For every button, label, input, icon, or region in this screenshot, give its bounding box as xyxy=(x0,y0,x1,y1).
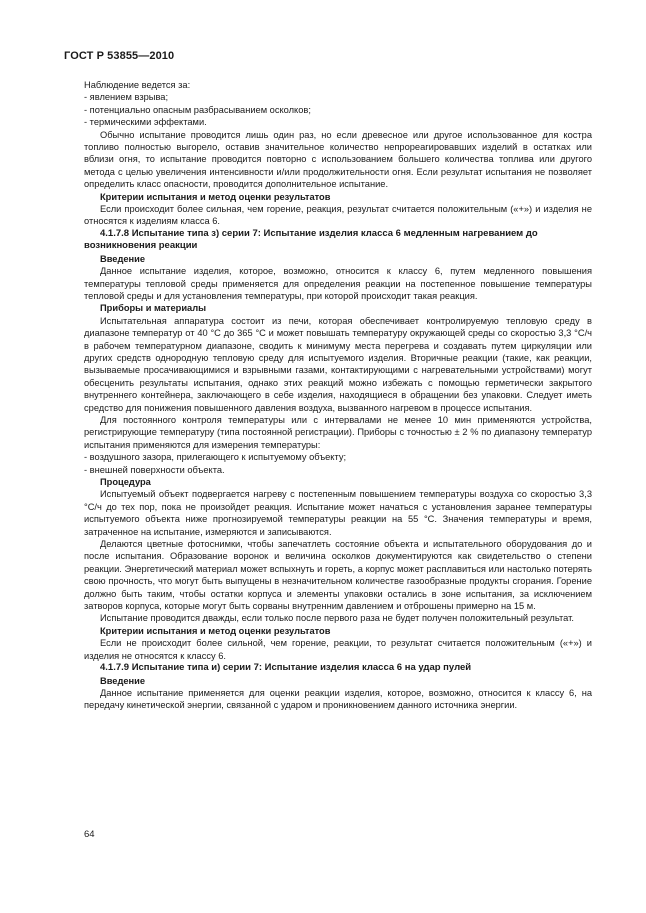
paragraph: Если происходит более сильная, чем горение, реакция, результат считается положительным («+») и изделия не относятся к изделиям класса 6. xyxy=(84,204,592,227)
list-item: - явлением взрыва; xyxy=(84,92,169,103)
document-header: ГОСТ Р 53855—2010 xyxy=(64,50,175,62)
paragraph: Испытуемый объект подвергается нагреву с постепенным повышением температуры воздуха со скоростью 3,3 °С/ч до тех пор, пока не произойдет реакция. Испытание может начаться с установления заранее температуры испытуемого объекта ниже прогнозируемой температуры реакции на 55 °С. Значения температуры и время, затраченное на испытание, измеряются и записываются. xyxy=(84,489,592,537)
section-heading: 4.1.7.9 Испытание типа и) серии 7: Испытание изделия класса 6 на удар пулей xyxy=(100,662,472,674)
section-heading: Критерии испытания и метод оценки результатов xyxy=(100,625,331,636)
list-item: - внешней поверхности объекта. xyxy=(84,464,225,475)
section-heading: 4.1.7.8 Испытание типа з) серии 7: Испытание изделия класса 6 медленным нагреванием до возникновения реакции xyxy=(84,227,538,252)
paragraph: Данное испытание применяется для оценки реакции изделия, которое, возможно, относится к классу 6, на передачу кинетической энергии, связанной с ударом и проникновением данного источника энергии. xyxy=(84,687,592,711)
paragraph: Испытательная аппаратура состоит из печи, которая обеспечивает контролируемую тепловую среду в диапазоне температур от 40 °С до 365 °С и может повышать температуру окружающей среды со скоростью 3,3 °С/ч в рабочем температурном диапазоне, сводить к минимуму места перегрева и создавать путем циркуляции или других средств однородную тепловую среду для испытуемого изделия. Вторичные реакции (такие, как реакции, вызываемые просачивающимися и взрывными газами, контактирующими с нагревательными устройствами) могут обесценить результаты испытания, однако этих реакций можно избежать с помощью герметически закрытого внутреннего контейнера, заключающего в себе изделия, находящиеся в обращении без упаковки. Следует иметь средство для понижения повышенного давления воздуха, вызванного нагревом в процессе испытания. xyxy=(84,315,592,413)
paragraph: Наблюдение ведется за: xyxy=(84,80,191,90)
section-heading: Критерии испытания и метод оценки результатов xyxy=(100,191,331,202)
section-heading: Введение xyxy=(100,253,146,264)
paragraph: Делаются цветные фотоснимки, чтобы запечатлеть состояние объекта и испытательного оборудования до и после испытания. Образование воронок и величина осколков документируются как свидетельство о степени реакции. Энергетический материал может вспыхнуть и гореть, а корпус может расплавиться или настолько потерять свою прочность, что могут быть выпущены в незначительном количестве газообразные продукты сгорания. Горение должно быть таким, чтобы остатки корпуса и элементы упаковки остались в зоне испытания, за исключением затворов корпуса, которые могут быть сорваны внутренним давлением и отброшены примерно на 15 м. xyxy=(84,539,592,612)
list-item: - воздушного зазора, прилегающего к испытуемому объекту; xyxy=(84,452,347,463)
page-body xyxy=(84,79,592,712)
paragraph: Обычно испытание проводится лишь один раз, но если древесное или другое использованное для костра топливо полностью выгорело, оставив значительное количество непрореагировавших изделий в остатках или вблизи огня, то испытание проводится повторно с использованием большего количества топлива или другого метода с целью увеличения интенсивности и/или продолжительности огня. Если результат испытания не позволяет определить класс опасности, проводится дополнительное испытание. xyxy=(84,129,592,190)
list-item: - термическими эффектами. xyxy=(84,117,207,128)
paragraph: Для постоянного контроля температуры или с интервалами не менее 10 мин применяются устройства, регистрирующие температуру (типа постоянной регистрации). Приборы с точностью ± 2 % по диапазону температур испытания применяются для измерения температуры: xyxy=(84,414,592,450)
list-item: - потенциально опасным разбрасыванием осколков; xyxy=(84,104,311,115)
section-heading: Введение xyxy=(100,675,146,686)
section-heading: Процедура xyxy=(100,477,151,487)
page-number: 64 xyxy=(84,829,95,840)
section-heading: Приборы и материалы xyxy=(100,303,207,314)
paragraph: Если не происходит более сильной, чем горение, реакции, то результат считается положительным («+») и изделия не относятся к классу 6. xyxy=(84,638,592,661)
paragraph: Испытание проводится дважды, если только после первого раза не будет получен положительный результат. xyxy=(100,613,574,624)
paragraph: Данное испытание изделия, которое, возможно, относится к классу 6, путем медленного повышения температуры тепловой среды применяется для определения реакции на постепенное повышение температуры тепловой среды и для установления температуры, при которой происходит такая реакция. xyxy=(84,266,592,301)
